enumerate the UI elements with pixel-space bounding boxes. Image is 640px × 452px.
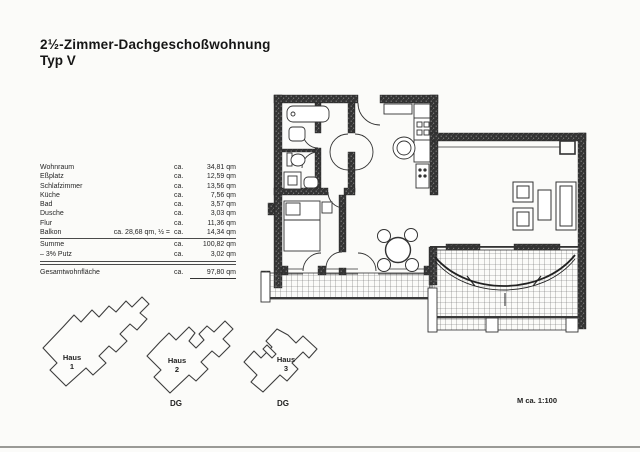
coffee-table-icon	[538, 190, 551, 220]
area-table	[40, 163, 236, 279]
balcony-main	[428, 246, 578, 332]
living-furniture	[513, 182, 576, 230]
area-row-essplatz: Eßplatz ca. 12,59 qm	[40, 173, 236, 181]
scan-edge-line	[0, 446, 640, 448]
dg-label-2: DG	[277, 399, 289, 408]
area-row-summe: Summe ca. 100,82 qm	[40, 241, 236, 249]
haus-2-label: Haus 2	[167, 356, 187, 374]
bedroom-furniture	[284, 201, 332, 251]
dining-table-icon	[386, 238, 411, 263]
site-plan-outlines	[43, 297, 317, 393]
page-subtitle: Typ V	[40, 53, 76, 68]
nightstand-icon	[322, 202, 332, 213]
area-row-flur: Flur ca. 11,36 qm	[40, 219, 236, 227]
chair-icon	[405, 229, 418, 242]
area-row-bad: Bad ca. 3,57 qm	[40, 201, 236, 209]
page-title: 2½-Zimmer-Dachgeschoßwohnung	[40, 37, 271, 52]
haus-3-label: Haus 3	[276, 355, 296, 373]
area-row-putz: – 3% Putz ca. 3,02 qm	[40, 250, 236, 258]
dg-label-1: DG	[170, 399, 182, 408]
area-row-wohnraum: Wohnraum ca. 34,81 qm	[40, 164, 236, 171]
stove-icon	[417, 122, 422, 127]
area-row-kueche: Küche ca. 7,56 qm	[40, 191, 236, 199]
chair-icon	[378, 230, 391, 243]
chair-icon	[406, 259, 419, 272]
area-row-balkon: Balkon ca. 28,68 qm, ½ = ca. 14,34 qm	[40, 229, 236, 237]
chair-icon	[378, 259, 391, 272]
area-row-schlafzimmer: Schlafzimmer ca. 13,56 qm	[40, 182, 236, 190]
haus-1-label: Haus 1	[62, 353, 82, 371]
balcony-left-strip	[261, 272, 430, 302]
area-row-dusche: Dusche ca. 3,03 qm	[40, 210, 236, 218]
scale-label: M ca. 1:100	[517, 396, 558, 405]
haus-1-outline	[43, 297, 149, 386]
bidet-icon	[304, 177, 318, 188]
washbasin-icon	[289, 127, 305, 141]
table-rule	[40, 238, 236, 239]
table-rule-double	[40, 261, 236, 265]
bathroom-fixtures	[284, 106, 329, 189]
kitchen-fixtures	[384, 104, 430, 188]
area-row-gesamt: Gesamtwohnfläche ca. 97,80 qm	[40, 268, 236, 279]
dining-set	[378, 229, 419, 272]
